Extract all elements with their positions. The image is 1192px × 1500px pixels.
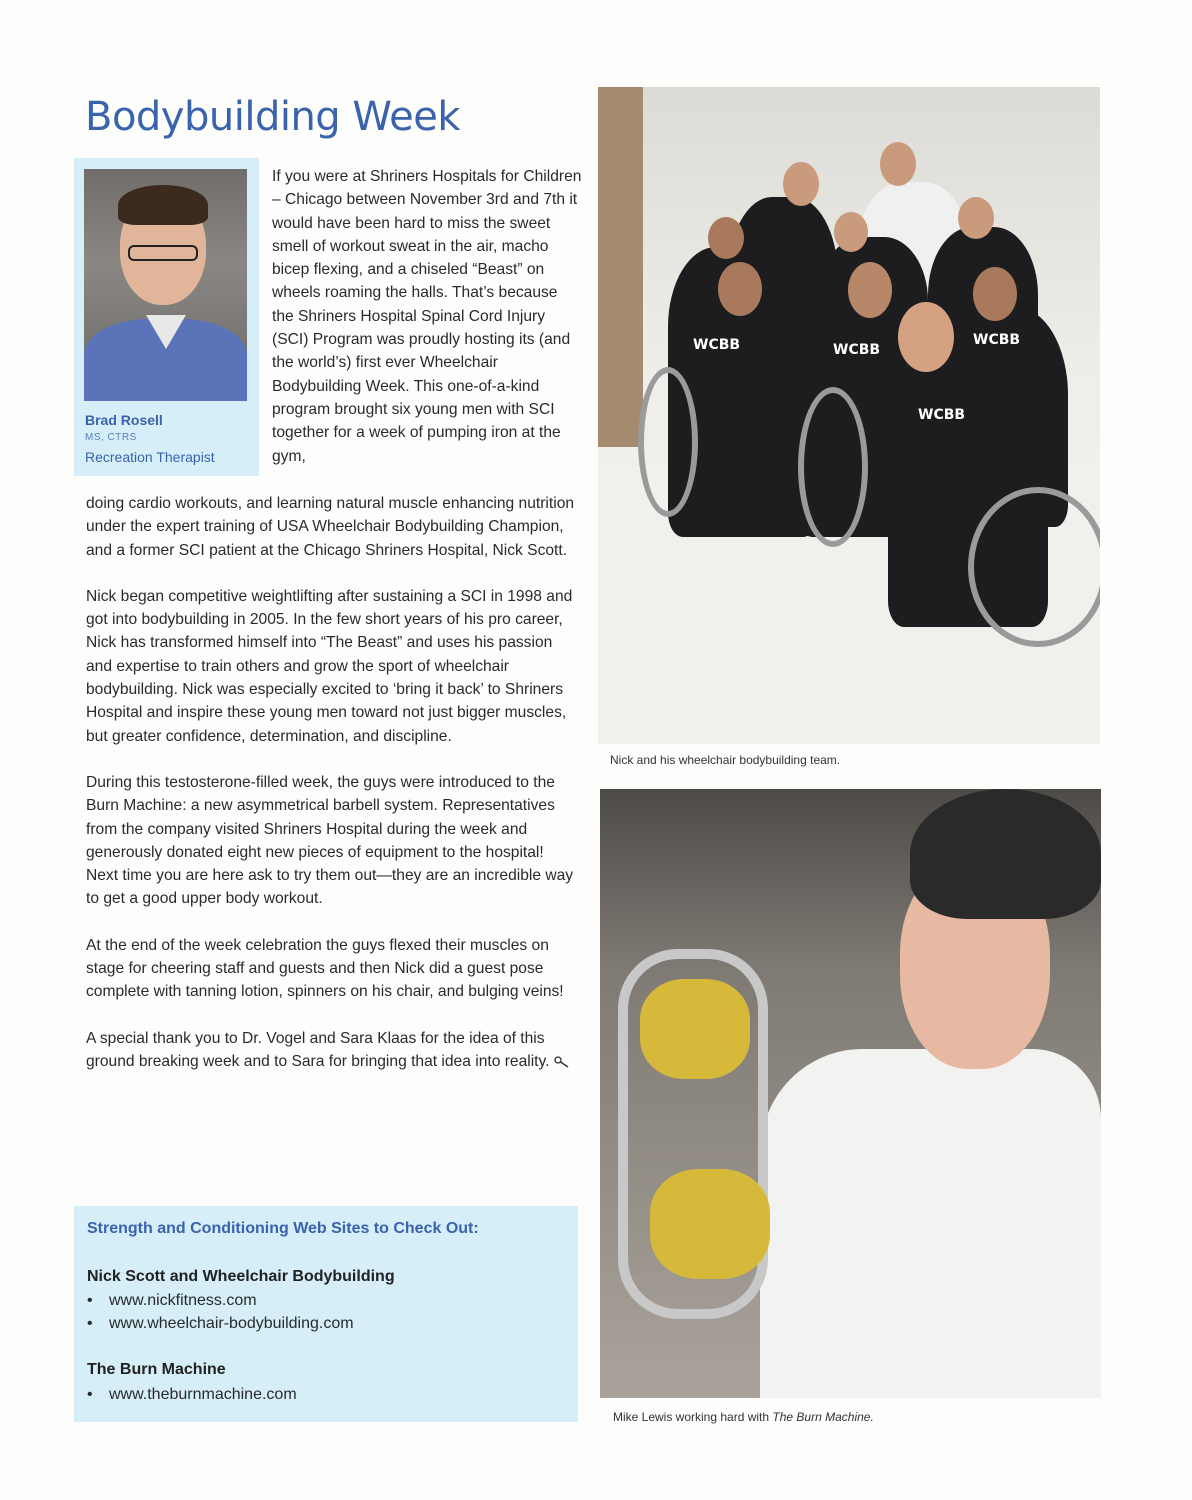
- author-role: Recreation Therapist: [85, 449, 215, 465]
- burn-machine-photo: [600, 789, 1101, 1398]
- link-group-title: Nick Scott and Wheelchair Bodybuilding: [87, 1268, 395, 1285]
- paragraph-final: [86, 1027, 578, 1074]
- photo-caption: Nick and his wheelchair bodybuilding team.: [610, 753, 841, 767]
- paragraph: Nick began competitive weightlifting after sustaining a SCI in 1998 and got into bodybuilding in 2005. In the few short years of his pro career, Nick has transformed himself into “The Beast” and uses his passion and expertise to train others and grow the sport of wheelchair bodybuilding. Nick was especially excited to ‘bring it back’ to Shriners Hospital and inspire these young men toward not just bigger muscles, but greater confidence, determination, and discipline.: [86, 587, 573, 745]
- link-list: [87, 1289, 354, 1335]
- author-photo: [84, 169, 247, 401]
- page-title: Bodybuilding Week: [85, 94, 460, 140]
- link-group-title: The Burn Machine: [87, 1361, 226, 1378]
- caption-text: Mike Lewis working hard with: [613, 1410, 773, 1424]
- shirt-logo: WCBB: [693, 337, 741, 353]
- paragraph: At the end of the week celebration the guys flexed their muscles on stage for cheering staff and guests and then Nick did a guest pose complete with tanning lotion, spinners on his chair, and bulging veins!: [86, 936, 564, 1001]
- paragraph: During this testosterone-filled week, the guys were introduced to the Burn Machine: a new asymmetrical barbell system. Representatives from the company visited Shriners Hospital during the week and generously donated eight new pieces of equipment to the hospital! Next time you are here ask to try them out—they are an incredible way to get a good upper body workout.: [86, 773, 574, 908]
- shirt-logo: WCBB: [918, 407, 966, 423]
- caption-product: The Burn Machine.: [772, 1410, 874, 1424]
- author-name: Brad Rosell: [85, 412, 163, 428]
- team-photo: [598, 87, 1100, 744]
- link-item[interactable]: • www.nickfitness.com: [87, 1289, 354, 1312]
- shirt-logo: WCBB: [973, 332, 1021, 348]
- shirt-logo: WCBB: [833, 342, 881, 358]
- photo-caption: [613, 1410, 874, 1424]
- paragraph: doing cardio workouts, and learning natural muscle enhancing nutrition under the expert training of USA Wheelchair Bodybuilding Champion, and a former SCI patient at the Chicago Shriners Hospital, Nick Scott.: [86, 495, 575, 559]
- links-heading: Strength and Conditioning Web Sites to Check Out:: [87, 1220, 479, 1237]
- article-body: [86, 492, 578, 1096]
- lead-paragraph: If you were at Shriners Hospitals for Children – Chicago between November 3rd and 7th it would have been hard to miss the sweet smell of workout sweat in the air, macho bicep flexing, and a chiseled “Beast” on wheels roaming the halls. That’s because the Shriners Hospital Spinal Cord Injury (SCI) Program was proudly hosting its (and the world’s) first ever Wheelchair Bodybuilding Week. This one-of-a-kind program brought six young men with SCI together for a week of pumping iron at the gym,: [272, 168, 582, 465]
- link-item[interactable]: • www.wheelchair-bodybuilding.com: [87, 1312, 354, 1335]
- author-credentials: MS, CTRS: [85, 432, 137, 443]
- link-list: [87, 1383, 297, 1406]
- author-profile: [74, 158, 259, 476]
- paragraph-text: A special thank you to Dr. Vogel and Sara Klaas for the idea of this ground breaking week and to Sara for bringing that idea into reality.: [86, 1029, 550, 1070]
- magnifier-icon: [554, 1056, 570, 1068]
- link-item[interactable]: • www.theburnmachine.com: [87, 1383, 297, 1406]
- links-box: [74, 1206, 578, 1422]
